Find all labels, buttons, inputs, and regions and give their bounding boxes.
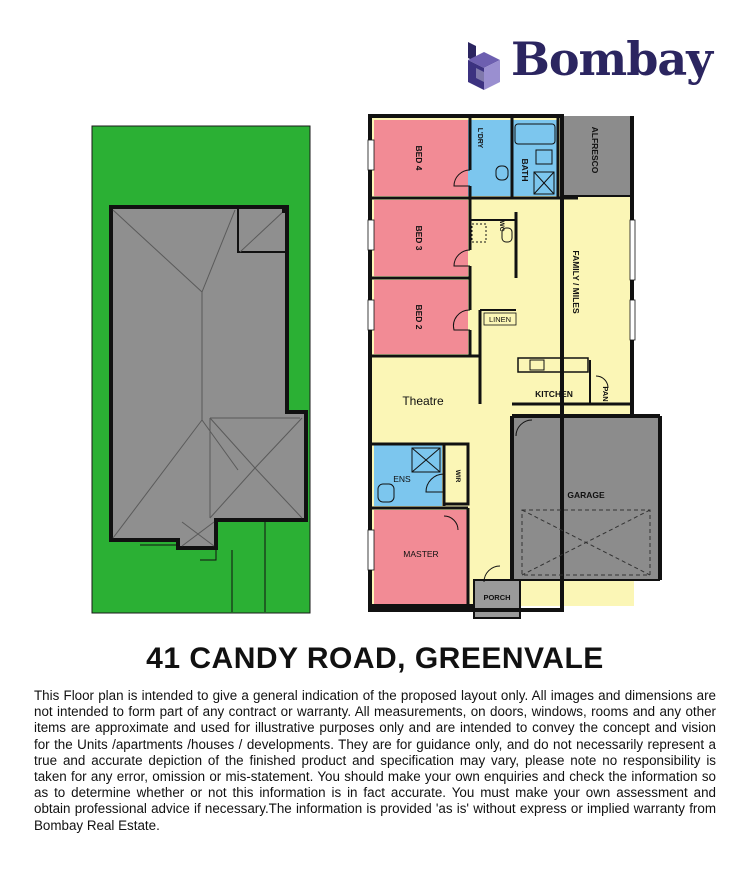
label-wir: WIR [454,469,461,483]
label-bed3: BED 3 [414,225,424,251]
label-master: MASTER [403,549,439,559]
house-footprint [111,207,306,548]
disclaimer-text: This Floor plan is intended to give a general indication of the proposed layout only. All images and dimensions are not intended to form part of any contract or warranty. All measurements, on doors, windows, rooms and any other items are approximate and used for illustrative purposes only and are intended to convey the concept and vision for the Units /apartments /houses / developments. They are for guidance only, and do not necessarily represent a true and accurate depiction of the finished product and specification may vary, please note no responsibility is taken for any error, omission or mis-statement. You should make your own enquiries and check the information so as to determine whether or not this information is in fact accurate. You must make your own assessment and obtain professional advice if necessary.The information is provided 'as is' without express or implied warranty from Bombay Real Estate. [34,688,716,833]
brand-name: Bombay [511,32,712,86]
room-bath [512,120,558,196]
label-theatre: Theatre [402,394,444,408]
label-kitchen: KITCHEN [535,389,573,399]
label-garage: GARAGE [567,490,605,500]
label-pan: PAN [601,386,610,402]
label-alfresco: ALFRESCO [590,126,600,174]
label-bed2: BED 2 [414,304,424,330]
label-linen: LINEN [488,315,512,324]
label-laundry: L'DRY [476,127,483,149]
label-bed4: BED 4 [414,145,424,171]
label-wc: WC [498,220,505,232]
label-ens: ENS [393,474,411,484]
site-plan [92,126,310,613]
room-laundry [468,120,512,196]
label-porch: PORCH [483,593,511,602]
property-address: 41 CANDY ROAD, GREENVALE [146,642,604,675]
label-family: FAMILY / MILES [571,250,581,314]
floor-plan [368,116,660,618]
label-bath: BATH [520,158,530,182]
